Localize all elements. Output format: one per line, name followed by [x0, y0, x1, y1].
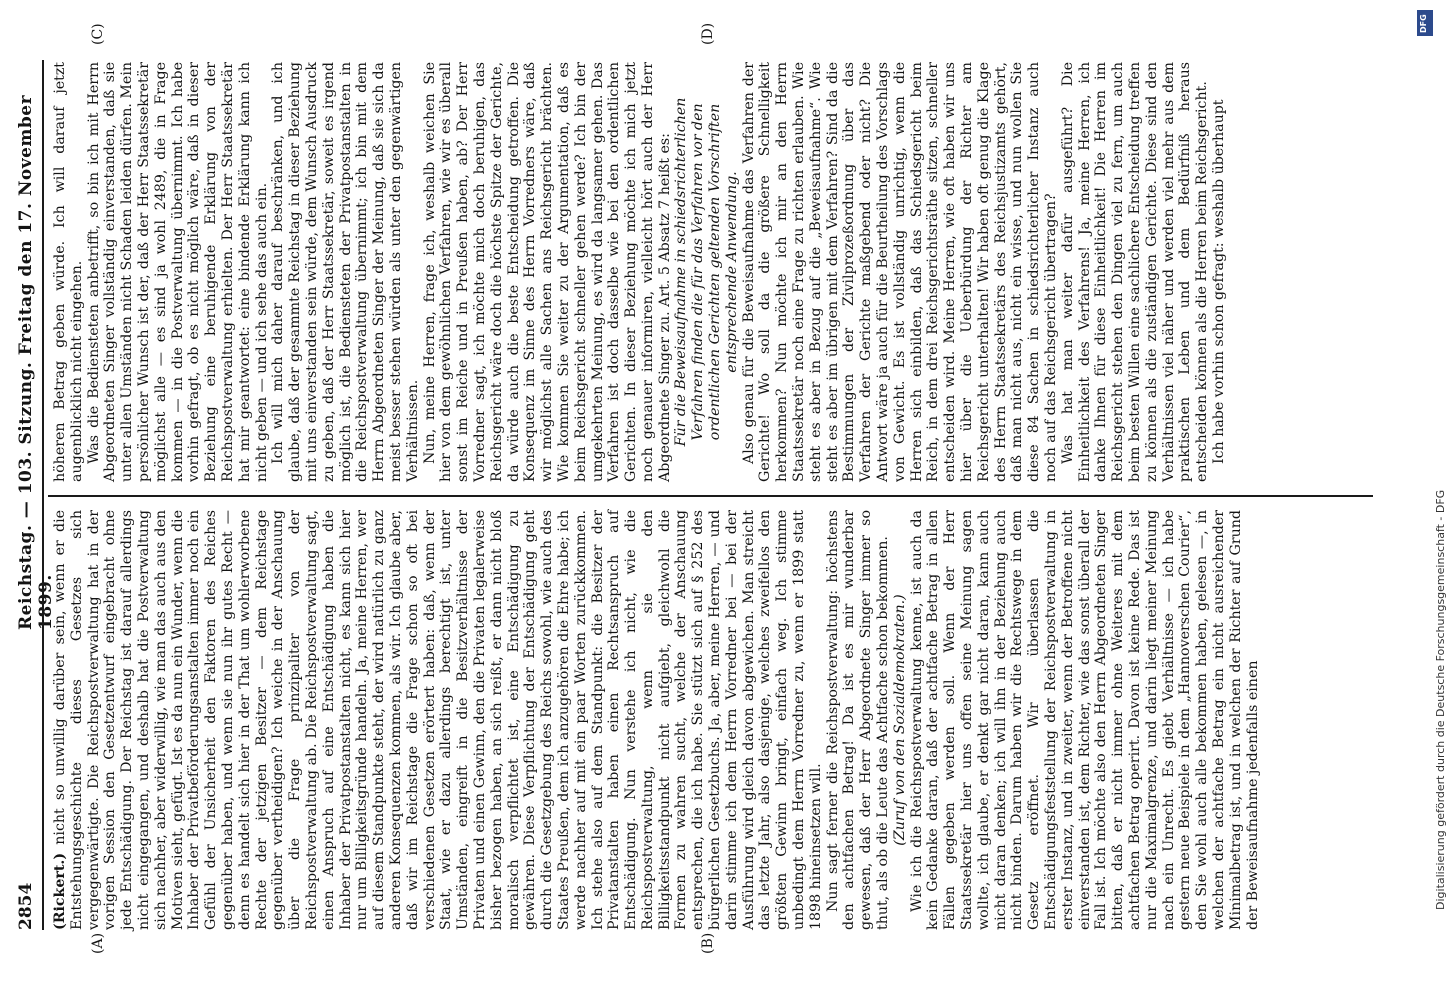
right-paragraph-2: Was die Bediensteten anbetrifft, so bin ich mit Herrn Abgeordneten Singer vollständig einverstanden, daß sie unter allen Umständen nicht Schaden leiden dürfen. Mein persönlicher Wunsch ist der, daß der Herr Staatssekretär möglichst alle — es sind ja wohl 2489, die in Frage kommen — in die Postverwaltung übernimmt. Ich habe vorhin gefragt, ob es nicht möglich wäre, daß in dieser Beziehung eine beruhigende Erklärung von der Reichspostverwaltung erhielten. Der Herr Staatssekretär hat mir geantwortet: eine bindende Erklärung kann ich nicht geben — und ich sehe das auch ein.	[85, 62, 270, 482]
speaker-paragraph	[52, 510, 825, 930]
page-header	[12, 60, 56, 930]
right-paragraph-1: höheren Betrag geben würde. Ich will darauf jetzt augenblicklich nicht eingehen.	[52, 62, 85, 482]
page-number: 2854	[16, 882, 36, 930]
left-column	[52, 510, 1372, 930]
digitization-sidebar	[1416, 10, 1447, 990]
header-rule	[42, 60, 44, 930]
digitization-credit: Digitalisierung gefördert durch die Deutsche Forschungsgemeinschaft - DFG	[1434, 489, 1447, 910]
dfg-logo-text: DFG	[1419, 14, 1428, 33]
margin-mark-a: (A)	[90, 932, 106, 954]
right-paragraph-5: Also genau für die Beweisaufnahme das Verfahren der Gerichte! Wo soll da die größere Schnelligkeit herkommen? Nun möchte ich mir an den Herrn Staatssekretär noch eine Frage zu richten erlauben. Wie steht es aber in Bezug auf die „Beweisaufnahme“. Wie steht es aber im übrigen mit dem Verfahren? Sind da die Bestimmungen der Zivilprozeßordnung über das Verfahren der Gerichte maßgebend oder nicht? Die Antwort wäre ja auch für die Beurtheilung des Vorschlags von Gewicht. Es ist vollständig unrichtig, wenn die Herren sich einbilden, daß das Schiedsgericht beim Reich, in dem drei Reichsgerichtsräthe sitzen, schneller entscheiden wird. Meine Herren, wie oft haben wir uns hier über die Ueberbürdung der Richter am Reichsgericht unterhalten! Wir haben oft genug die Klage des Herrn Staatssekretärs des Reichsjustizamts gehört, daß man nicht aus, nicht ein wisse, und nun wollen Sie diese 84 Sachen in schiedsrichterlicher Instanz auch noch auf das Reichsgericht übertragen?	[740, 62, 1060, 482]
right-paragraph-4: Nun, meine Herren, frage ich, weshalb weichen Sie hier von dem gewöhnlichen Verfahren, wie wir es überall sonst im Reiche und in Preußen haben, ab? Der Herr Vorredner sagt, ich möchte mich doch beruhigen, das Reichsgericht wäre doch die höchste Spitze der Gerichte, da würde auch die beste Entscheidung getroffen. Die Konsequenz im Sinne des Herrn Vorredners wäre, daß wir möglichst alle Sachen ans Reichsgericht brächten. Wie kommen Sie weiter zu der Argumentation, daß es beim Reichsgericht schneller gehen werde? Ich bin der umgekehrten Meinung, es wird da langsamer gehen. Das Verfahren ist doch dasselbe wie bei den ordentlichen Gerichten. In dieser Beziehung möchte ich mich jetzt noch genauer informiren, vielleicht hört auch der Herr Abgeordnete Singer zu. Art. 5 Absatz 7 heißt es:	[421, 62, 673, 482]
margin-mark-b: (B)	[700, 932, 716, 954]
right-paragraph-3: Ich will mich daher darauf beschränken, und ich glaube, daß der gesammte Reichstag in dieser Beziehung mit uns einverstanden sein würde, dem Wunsch Ausdruck zu geben, daß der Herr Staatssekretär, soweit es irgend möglich ist, die Bediensteten der Privatpostanstalten in die Reichspostverwaltung übernimmt; ich bin mit dem Herrn Abgeordneten Singer der Meinung, daß sie sich da meist besser stehen würden als unter den gegenwärtigen Verhältnissen.	[270, 62, 421, 482]
margin-mark-d: (D)	[700, 22, 716, 45]
left-paragraph-2: Nun sagt ferner die Reichspostverwaltung: höchstens den achtfachen Betrag! Da ist es mir wunderbar gewesen, daß der Herr Abgeordnete Singer immer so thut, als ob die Leute das Achtfache schon bekommen.	[824, 510, 892, 930]
right-paragraph-6: Was hat man weiter dafür ausgeführt? Die Einheitlichkeit des Verfahrens! Ja, meine Herren, ich danke Ihnen für diese Einheitlichkeit! Die Herren im Reichsgericht stehen den Dingen viel zu fern, um auch beim besten Willen eine sachlichere Entscheidung treffen zu können als die zuständigen Gerichte. Diese sind den Verhältnissen viel näher und werden viel mehr aus dem praktischen Leben und dem Bedürfniß heraus entscheiden können als die Herren beim Reichsgericht.	[1059, 62, 1211, 482]
column-divider	[48, 495, 1373, 497]
left-paragraph-3: Wie ich die Reichspostverwaltung kenne, ist auch da kein Gedanke daran, daß der achtfache Betrag in allen Fällen gegeben werden soll. Wenn der Herr Staatssekretär hier uns offen seine Meinung sagen wollte, ich glaube, er denkt gar nicht daran, kann auch nicht daran denken; ich will ihn in der Beziehung auch nicht binden. Darum haben wir die Rechtswege in dem Gesetz eröffnet. Wir überlassen die Entschädigungsfeststellung der Reichspostverwaltung in erster Instanz, und in zweiter, wenn der Betroffene nicht einverstanden ist, dem Richter, wie das sonst überall der Fall ist. Ich möchte also den Herrn Abgeordneten Singer bitten, daß er nicht immer ohne Weiteres mit dem achtfachen Betrag operirt. Davon ist keine Rede. Das ist nur die Maximalgrenze, und darin liegt meiner Meinung nach ein Unrecht. Es giebt Verhältnisse — ich habe gestern neue Beispiele in dem „Hannoverschen Courier“, den Sie wohl auch alle bekommen haben, gelesen —, in welchen der achtfache Betrag ein nicht ausreichender Minimalbetrag ist, und in welchen der Richter auf Grund der Beweisaufnahme jedenfalls einen	[908, 510, 1261, 930]
speaker-name: (Rickert.)	[52, 852, 68, 930]
right-paragraph-7: Ich habe vorhin schon gefragt: weshalb überhaupt	[1210, 99, 1227, 464]
interjection: (Zuruf von den Sozialdemokraten.)	[891, 594, 908, 846]
margin-mark-c: (C)	[90, 23, 106, 45]
law-quote: Für die Beweisaufnahme in schiedsrichterlichen Verfahren finden die für das Verfahren vor den ordentlichen Gerichten geltenden Vorschriften entsprechende Anwendung.	[673, 97, 740, 447]
left-paragraph-1: nicht so unwillig darüber sein, wenn er die Entstehungsgeschichte dieses Gesetzes sich vergegenwärtigte. Die Reichspostverwaltung hat in der vorigen Session den Gesetzentwurf eingebracht ohne jede Entschädigung. Der Reichstag ist darauf allerdings nicht eingegangen, und deshalb hat die Postverwaltung sich nachher, aber widerwillig, wie man das auch aus den Motiven sieht, gefügt. Ist es da nun ein Wunder, wenn die Inhaber der Privatbeförderungsanstalten immer noch ein Gefühl der Unsicherheit den Faktoren des Reiches gegenüber haben, und wenn sie nun ihr gutes Recht — denn es handelt sich hier in der That um wohlerworbene Rechte der jetzigen Besitzer — dem Reichstage gegenüber vertheidigen? Ich weiche in der Anschauung über die Frage prinzipaliter von der Reichspostverwaltung ab. Die Reichspostverwaltung sagt, einen Anspruch auf eine Entschädigung haben die Inhaber der Privatpostanstalten nicht, es kann sich hier nur um Billigkeitsgründe handeln. Ja, meine Herren, wer auf diesem Standpunkte steht, der wird natürlich zu ganz anderen Konsequenzen kommen, als wir. Ich glaube aber, daß wir im Reichstage die Frage schon so oft bei verschiedenen Gesetzen erörtert haben: daß, wenn der Staat, wie er dazu allerdings berechtigt ist, unter Umständen, eingreift in die Besitzverhältnisse der Privaten und einen Gewinn, den die Privaten legalerweise bisher bezogen haben, an sich reißt, er dann nicht bloß moralisch verpflichtet ist, eine Entschädigung zu gewähren. Diese Verpflichtung der Entschädigung geht durch die Gesetzgebung des Reichs sowohl, wie auch des Staates Preußen, dem ich anzugehören die Ehre habe; ich werde nachher auf mit ein paar Worten zurückkommen. Ich stehe also auf dem Standpunkt: die Besitzer der Privatanstalten haben einen Rechtsanspruch auf Entschädigung. Nun verstehe ich nicht, wie die Reichspostverwaltung, wenn sie den Billigkeitsstandpunkt nicht aufgiebt, gleichwohl die Formen zu wahren sucht, welche der Anschauung entsprechen, die ich habe. Sie stützt sich auf § 252 des bürgerlichen Gesetzbuchs. Ja, aber, meine Herren, — und darin stimme ich dem Herrn Vorredner bei — bei der Ausführung wird gleich davon abgewichen. Man streicht das letzte Jahr, also dasjenige, welches zweifellos den größten Gewinn bringt, einfach weg. Ich stimme unbedingt dem Herrn Vorredner zu, wenn er 1899 statt 1898 hineinsetzen will.	[52, 509, 824, 930]
right-column	[52, 62, 1372, 482]
page-title: Reichstag. — 103. Sitzung. Freitag den 17. November 1899.	[16, 94, 56, 630]
